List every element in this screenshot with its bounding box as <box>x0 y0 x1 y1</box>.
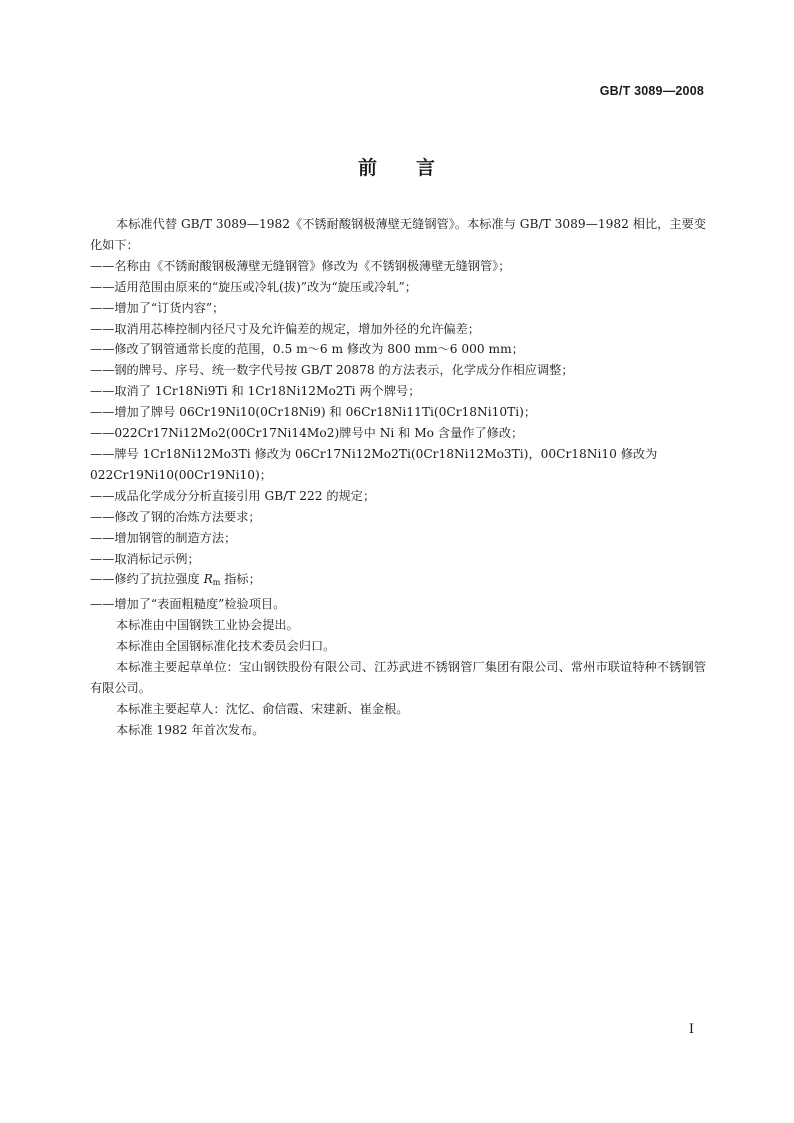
change-item: ——022Cr17Ni12Mo2(00Cr17Ni14Mo2)牌号中 Ni 和 Mo 含量作了修改； <box>90 426 524 441</box>
closing-paragraph: 本标准主要起草单位：宝山钢铁股份有限公司、江苏武进不锈钢管厂集团有限公司、常州市联谊特种不锈钢管有限公司。 <box>90 660 706 695</box>
title-char-1: 前 <box>357 157 378 179</box>
title-char-2: 言 <box>416 157 437 179</box>
standard-number: GB/T 3089—2008 <box>599 84 704 98</box>
change-item: ——增加了“订货内容”； <box>90 300 225 315</box>
tensile-prefix: ——修约了抗拉强度 <box>90 572 204 587</box>
closing-paragraph: 本标准由中国钢铁工业协会提出。 <box>116 618 299 633</box>
change-item: ——牌号 1Cr18Ni12Mo3Ti 修改为 06Cr17Ni12Mo2Ti(0Cr18Ni12Mo3Ti)，00Cr18Ni10 修改为 022Cr19Ni10(00Cr19Ni10)； <box>90 446 658 482</box>
change-item: ——适用范围由原来的“旋压或冷轧(拔)”改为“旋压或冷轧”； <box>90 279 417 294</box>
change-item: ——修改了钢的冶炼方法要求； <box>90 509 261 524</box>
tensile-symbol: R <box>203 572 213 587</box>
page-title <box>0 153 794 180</box>
change-item: ——增加了“表面粗糙度”检验项目。 <box>90 597 286 612</box>
closing-paragraph: 本标准由全国钢标准化技术委员会归口。 <box>116 639 336 654</box>
change-item: ——成品化学成分分析直接引用 GB/T 222 的规定； <box>90 488 376 503</box>
change-item: ——取消了 1Cr18Ni9Ti 和 1Cr18Ni12Mo2Ti 两个牌号； <box>90 384 421 399</box>
closing-paragraph: 本标准 1982 年首次发布。 <box>116 722 265 737</box>
intro-paragraph: 本标准代替 GB/T 3089—1982《不锈耐酸钢极薄壁无缝钢管》。本标准与 GB/T 3089—1982 相比，主要变化如下： <box>90 217 706 252</box>
change-item: ——取消标记示例； <box>90 551 200 566</box>
change-item: ——修改了钢管通常长度的范围，0.5 m～6 m 修改为 800 mm～6 000 mm； <box>90 342 524 357</box>
change-item-tensile <box>90 569 706 594</box>
tensile-suffix: 指标； <box>220 572 261 587</box>
closing-paragraph: 本标准主要起草人：沈忆、俞信霞、宋建新、崔金根。 <box>116 701 409 716</box>
change-item: ——名称由《不锈耐酸钢极薄壁无缝钢管》修改为《不锈钢极薄壁无缝钢管》； <box>90 258 511 273</box>
change-item: ——钢的牌号、序号、统一数字代号按 GB/T 20878 的方法表示，化学成分作相应调整； <box>90 363 574 378</box>
change-item: ——增加钢管的制造方法； <box>90 530 237 545</box>
change-item: ——增加了牌号 06Cr19Ni10(0Cr18Ni9) 和 06Cr18Ni11Ti(0Cr18Ni10Ti)； <box>90 405 537 420</box>
page-number: I <box>688 1022 694 1037</box>
tensile-subscript: m <box>212 578 221 588</box>
change-item: ——取消用芯棒控制内径尺寸及允许偏差的规定，增加外径的允许偏差； <box>90 321 480 336</box>
foreword-body <box>90 214 706 741</box>
